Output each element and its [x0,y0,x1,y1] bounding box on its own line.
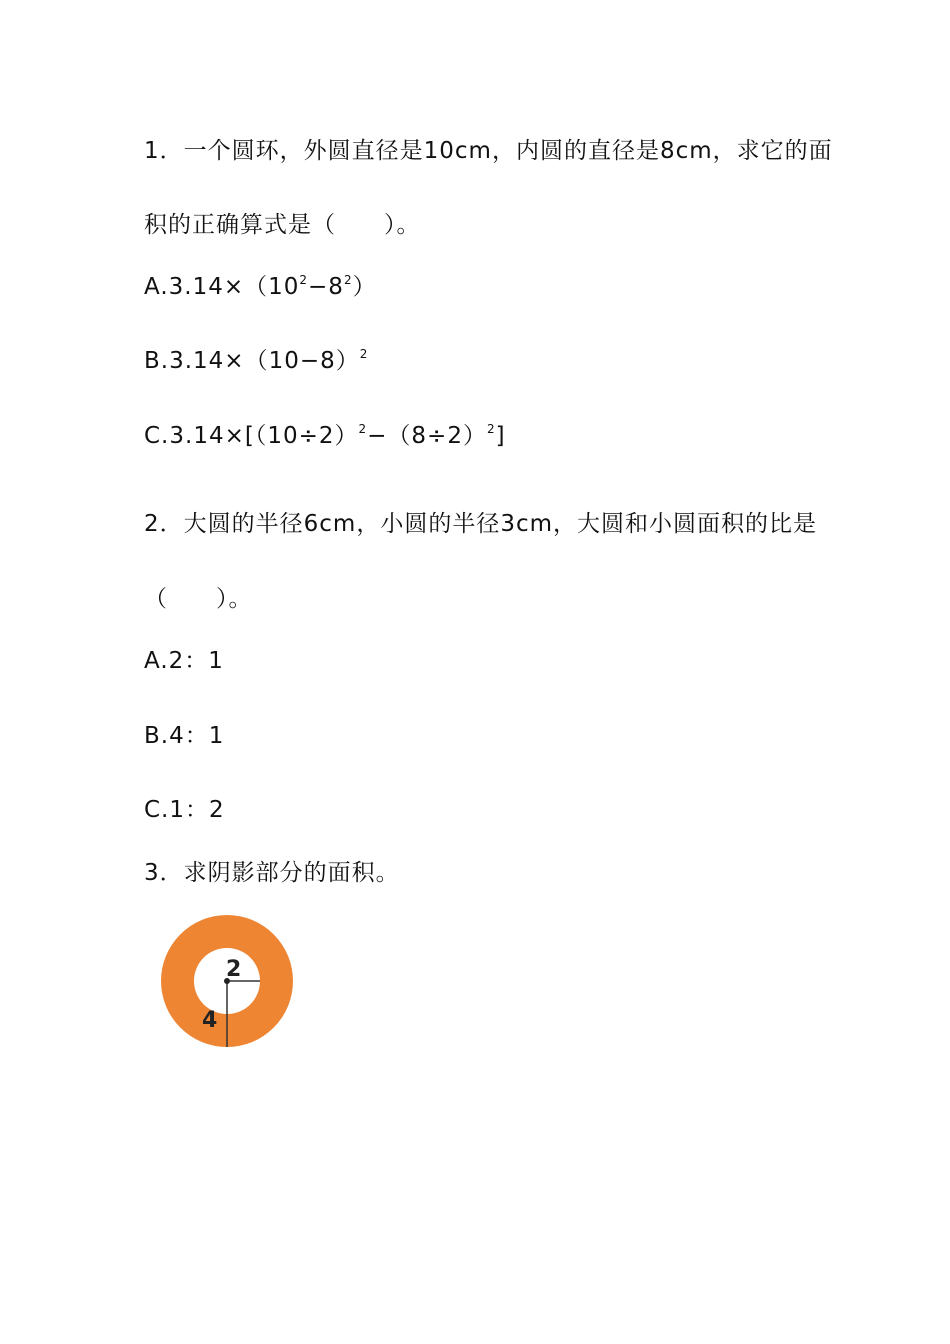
q1-stem-line2: 积的正确算式是（ ）。 [144,212,421,238]
q2-option-a: A.2：1 [144,648,224,674]
q2-stem-line1: 2．大圆的半径6cm，小圆的半径3cm，大圆和小圆面积的比是 [144,511,818,537]
q2-option-c: C.1：2 [144,797,225,823]
q3-stem: 3．求阴影部分的面积。 [144,860,400,886]
q1-stem-line1: 1．一个圆环，外圆直径是10cm，内圆的直径是8cm，求它的面 [144,138,833,164]
outer-radius-label: 4 [202,1008,218,1033]
ring-figure [158,914,298,1054]
q1-option-a: $A.3.14\times(10^2-8^2)$ [144,273,377,300]
q1-option-b: $B.3.14\times(10-8)^2$ [144,347,369,374]
q2-stem-line2: （ ）。 [144,586,253,612]
q2-option-b: B.4：1 [144,723,225,749]
inner-radius-label: 2 [226,957,242,982]
q1-option-c: $C.3.14\times[(10\div 2)^2-(8\div 2)^2]$ [144,422,506,449]
